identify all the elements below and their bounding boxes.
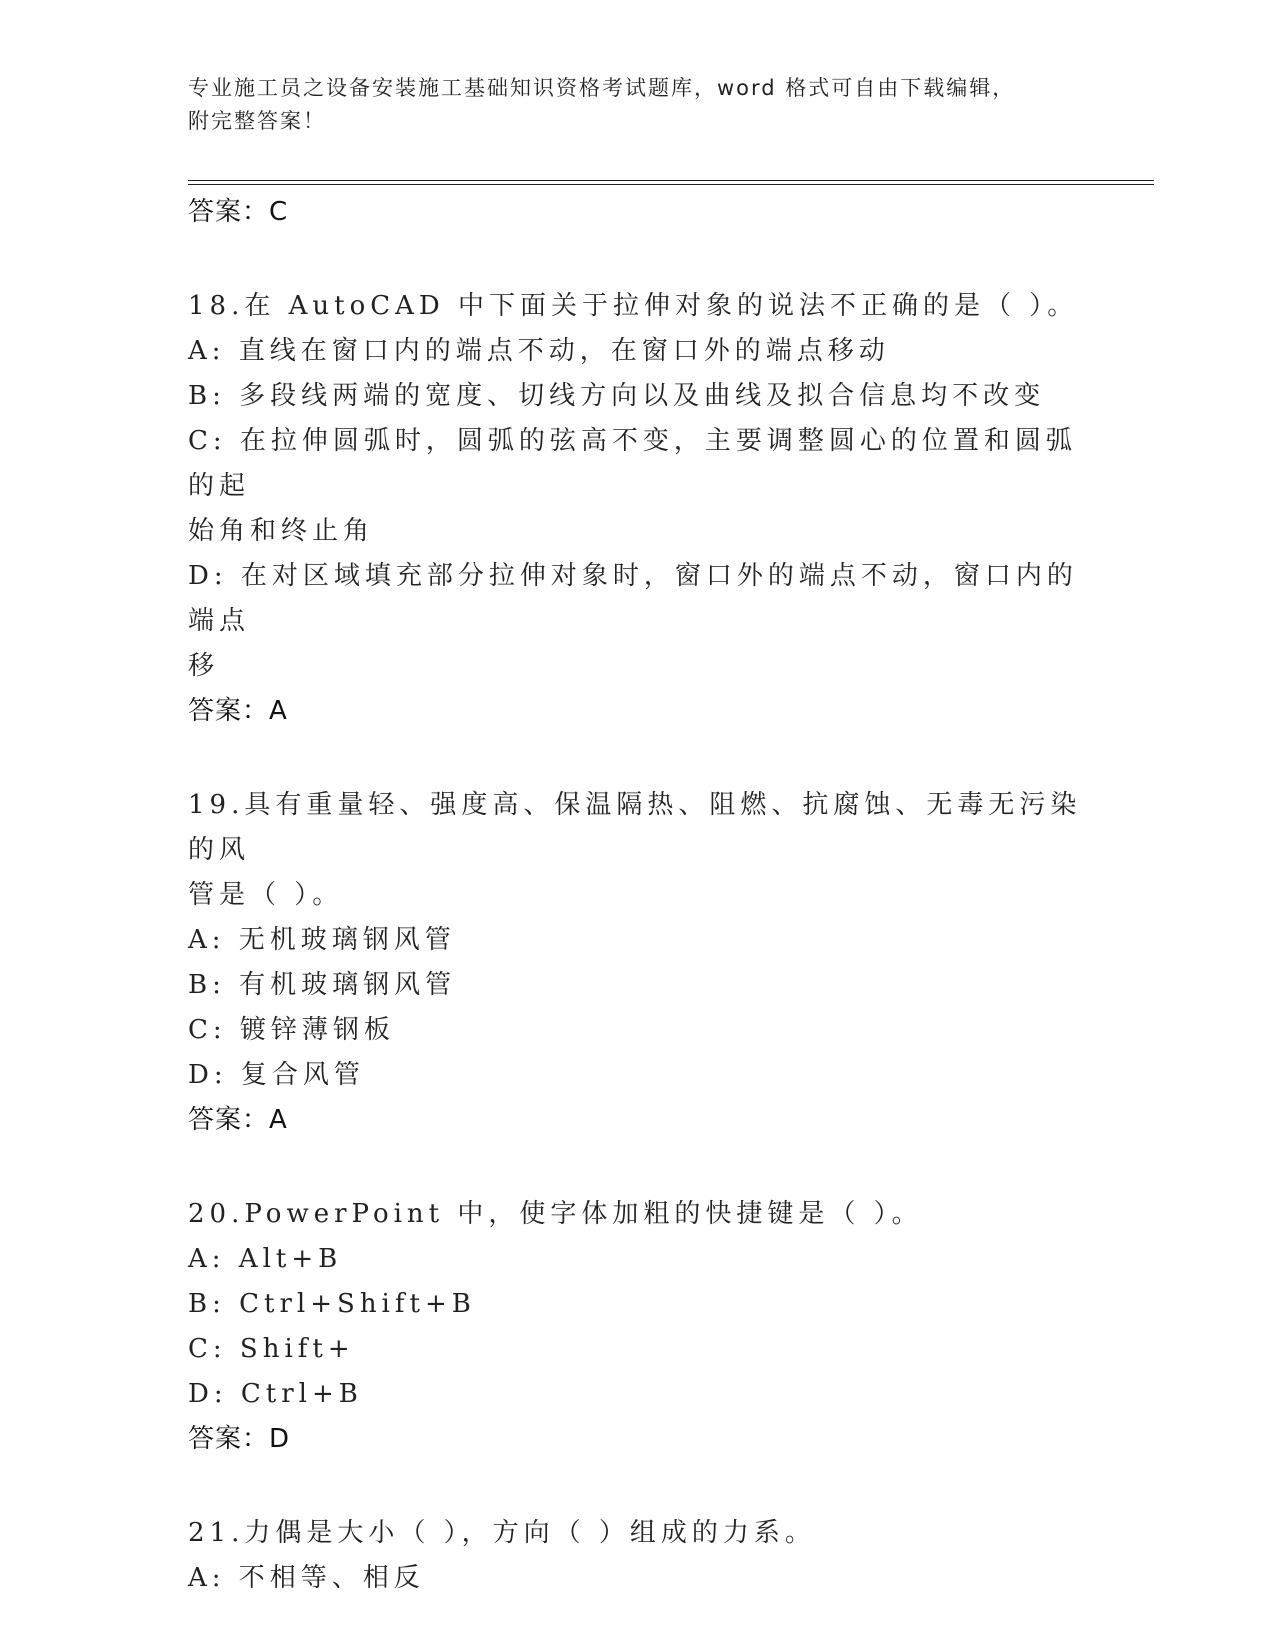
question-text: 21.力偶是大小（ ），方向（ ）组成的力系。 xyxy=(188,1518,816,1548)
option-line: C: 在拉伸圆弧时，圆弧的弦高不变，主要调整圆心的位置和圆弧的起 xyxy=(188,426,1077,501)
option-line: A: 直线在窗口内的端点不动，在窗口外的端点移动 xyxy=(188,336,890,366)
option-line: B: 多段线两端的宽度、切线方向以及曲线及拟合信息均不改变 xyxy=(188,381,1046,411)
option-line: 管是（ ）。 xyxy=(188,880,344,910)
question-list xyxy=(188,190,1088,1601)
question-text: 20.PowerPoint 中，使字体加粗的快捷键是（ ）。 xyxy=(188,1199,923,1229)
option-line: A: 无机玻璃钢风管 xyxy=(188,925,456,955)
option-line: A: 不相等、相反 xyxy=(188,1563,425,1593)
option-line: B: 有机玻璃钢风管 xyxy=(188,970,457,1000)
answer-line: 答案：A xyxy=(188,1105,288,1135)
answer-line: 答案：A xyxy=(188,696,288,726)
option-line: D: 复合风管 xyxy=(188,1060,365,1090)
question-text: 18.在 AutoCAD 中下面关于拉伸对象的说法不正确的是（ ）。 xyxy=(188,291,1079,321)
question-block xyxy=(188,284,1088,733)
answer-line: 答案：D xyxy=(188,1424,291,1454)
option-line: 移 xyxy=(188,651,220,681)
question-text: 19.具有重量轻、强度高、保温隔热、阻燃、抗腐蚀、无毒无污染的风 xyxy=(188,790,1082,865)
header-divider-top xyxy=(188,180,1154,181)
header-divider-bottom xyxy=(188,184,1154,185)
header-line-2: 附完整答案！ xyxy=(188,109,326,133)
option-line: C: Shift+ xyxy=(188,1334,355,1364)
option-line: 始角和终止角 xyxy=(188,516,375,546)
option-line: D: 在对区域填充部分拉伸对象时，窗口外的端点不动，窗口内的端点 xyxy=(188,561,1078,636)
answer-line: 答案：C xyxy=(188,197,289,227)
option-line: D: Ctrl+B xyxy=(188,1379,363,1409)
option-line: A: Alt+B xyxy=(188,1244,343,1274)
header-line-1: 专业施工员之设备安装施工基础知识资格考试题库，word 格式可自由下载编辑， xyxy=(188,76,1016,100)
document-header xyxy=(188,72,1088,138)
question-block xyxy=(188,1192,1088,1461)
question-block xyxy=(188,1511,1088,1601)
option-line: B: Ctrl+Shift+B xyxy=(188,1289,476,1319)
option-line: C: 镀锌薄钢板 xyxy=(188,1015,395,1045)
question-block xyxy=(188,783,1088,1142)
